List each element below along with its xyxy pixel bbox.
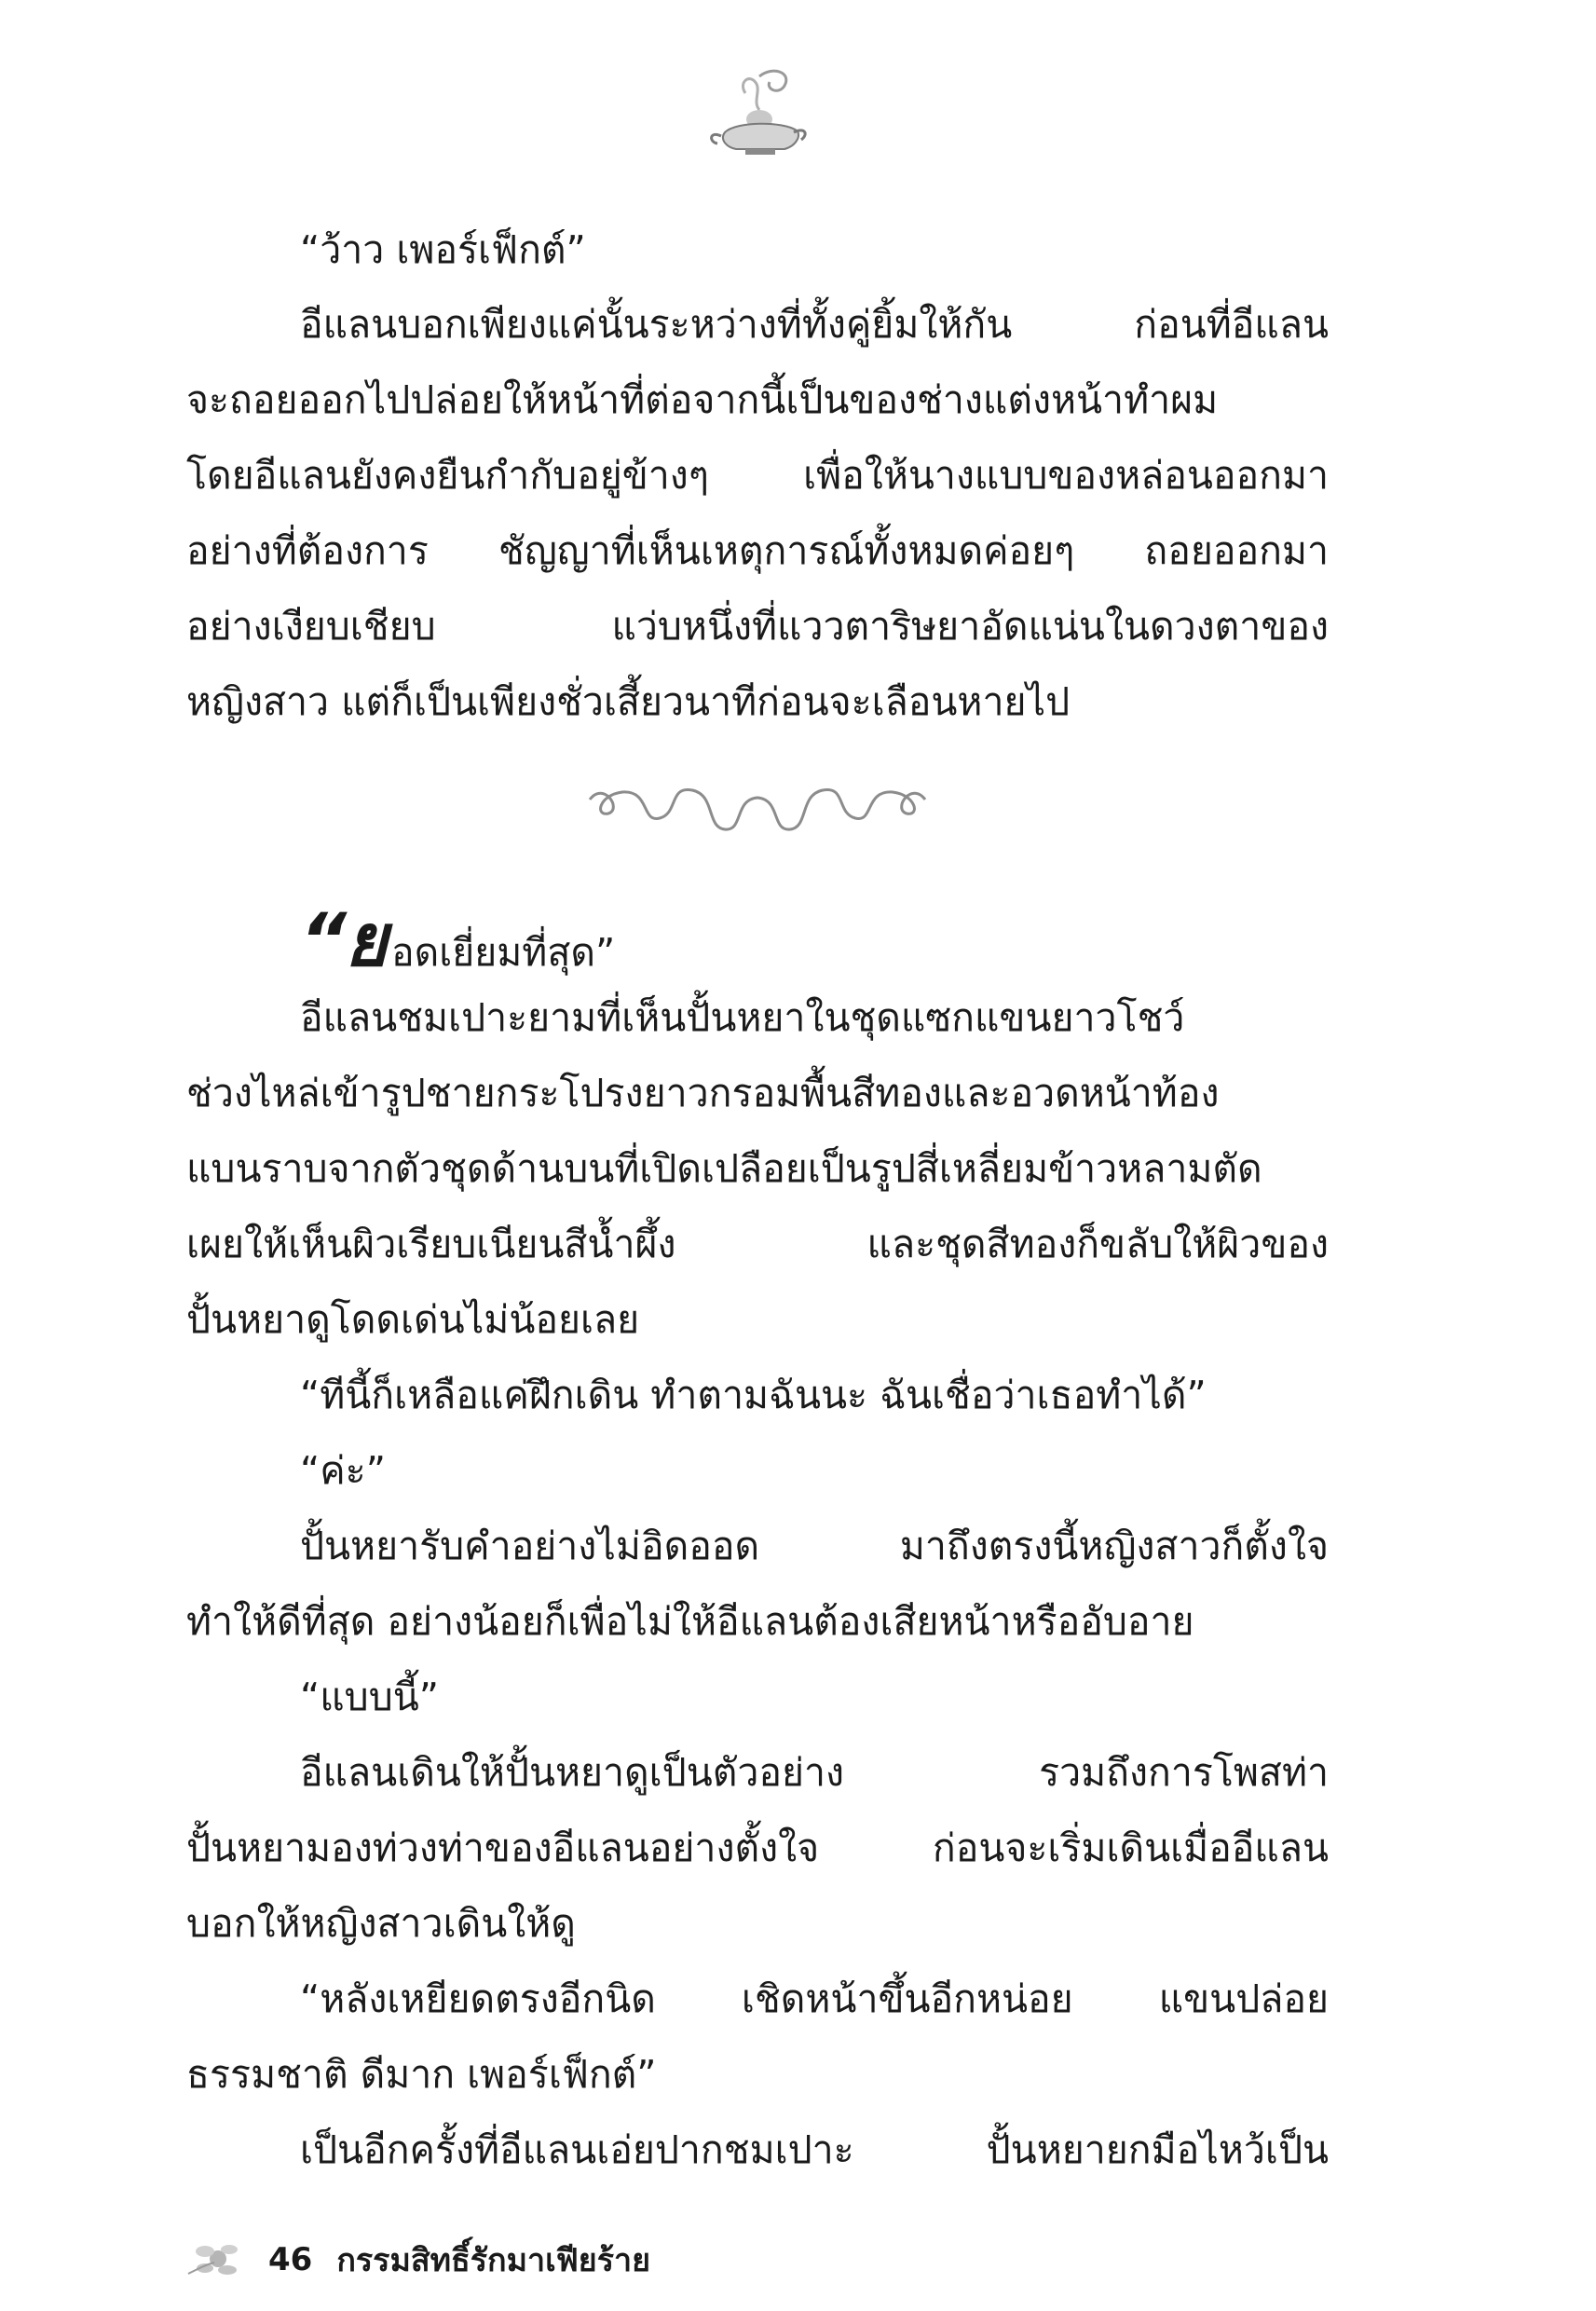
text-line: เป็นอีกครั้งที่อีแลนเอ่ยปากชมเปาะ ปั้นหยายกมือไหว้เป็น	[300, 2127, 1329, 2172]
text-line: อย่างที่ต้องการ ชัญญาที่เห็นเหตุการณ์ทั้งหมดค่อยๆ ถอยออกมา	[186, 528, 1329, 573]
page-number: 46	[268, 2241, 313, 2278]
text-line: ธรรมชาติ ดีมาก เพอร์เฟ็กต์”	[186, 2052, 657, 2097]
book-title: กรรมสิทธิ์รักมาเฟียร้าย	[336, 2242, 651, 2279]
text-line: อีแลนเดินให้ปั้นหยาดูเป็นตัวอย่าง รวมถึงการโพสท่า	[300, 1750, 1329, 1795]
text-line: อีแลนบอกเพียงแค่นั้นระหว่างที่ทั้งคู่ยิ้มให้กัน ก่อนที่อีแลน	[300, 302, 1329, 347]
text-line: โดยอีแลนยังคงยืนกำกับอยู่ข้างๆ เพื่อให้นางแบบของหล่อนออกมา	[186, 453, 1329, 498]
flower-ornament-icon	[186, 2236, 244, 2283]
text-line: “แบบนี้”	[300, 1675, 439, 1719]
drop-cap-letter: “ย	[300, 899, 386, 983]
text-line: อย่างเงียบเชียบ แว่บหนึ่งที่แววตาริษยาอัดแน่นในดวงตาของ	[186, 604, 1329, 649]
text-line: บอกให้หญิงสาวเดินให้ดู	[186, 1901, 576, 1946]
scene-break-divider-icon	[585, 772, 930, 846]
text-line: หญิงสาว แต่ก็เป็นเพียงชั่วเสี้ยวนาทีก่อนจะเลือนหายไป	[186, 679, 1071, 724]
text-line: แบนราบจากตัวชุดด้านบนที่เปิดเปลือยเป็นรูปสี่เหลี่ยมข้าวหลามตัด	[186, 1146, 1262, 1191]
text-line: ช่วงไหล่เข้ารูปชายกระโปรงยาวกรอมพื้นสีทองและอวดหน้าท้อง	[186, 1071, 1220, 1115]
text-line: จะถอยออกไปปล่อยให้หน้าที่ต่อจากนี้เป็นของช่างแต่งหน้าทำผม	[186, 377, 1219, 422]
text-line: ปั้นหยารับคำอย่างไม่อิดออด มาถึงตรงนี้หญิงสาวก็ตั้งใจ	[300, 1524, 1329, 1568]
text-line: เผยให้เห็นผิวเรียบเนียนสีน้ำผึ้ง และชุดสีทองก็ขลับให้ผิวของ	[186, 1222, 1329, 1266]
text-line: “ค่ะ”	[300, 1448, 386, 1493]
text-line: อีแลนชมเปาะยามที่เห็นปั้นหยาในชุดแซกแขนยาวโชว์	[300, 995, 1185, 1040]
text-line: “ว้าว เพอร์เฟ็กต์”	[300, 227, 586, 272]
first-line-text: อดเยี่ยมที่สุด”	[390, 930, 616, 975]
text-line: ปั้นหยาดูโดดเด่นไม่น้อยเลย	[186, 1297, 640, 1342]
text-line: ปั้นหยามองท่วงท่าของอีแลนอย่างตั้งใจ ก่อนจะเริ่มเดินเมื่ออีแลน	[186, 1826, 1329, 1870]
page-footer	[186, 2232, 650, 2288]
text-line: “ทีนี้ก็เหลือแค่ฝึกเดิน ทำตามฉันนะ ฉันเชื่อว่าเธอทำได้”	[300, 1373, 1207, 1417]
genie-lamp-ornament-icon	[708, 65, 811, 163]
text-line: “หลังเหยียดตรงอีกนิด เชิดหน้าขึ้นอีกหน่อย แขนปล่อย	[300, 1976, 1329, 2021]
text-line: ทำให้ดีที่สุด อย่างน้อยก็เพื่อไม่ให้อีแลนต้องเสียหน้าหรืออับอาย	[186, 1599, 1194, 1644]
